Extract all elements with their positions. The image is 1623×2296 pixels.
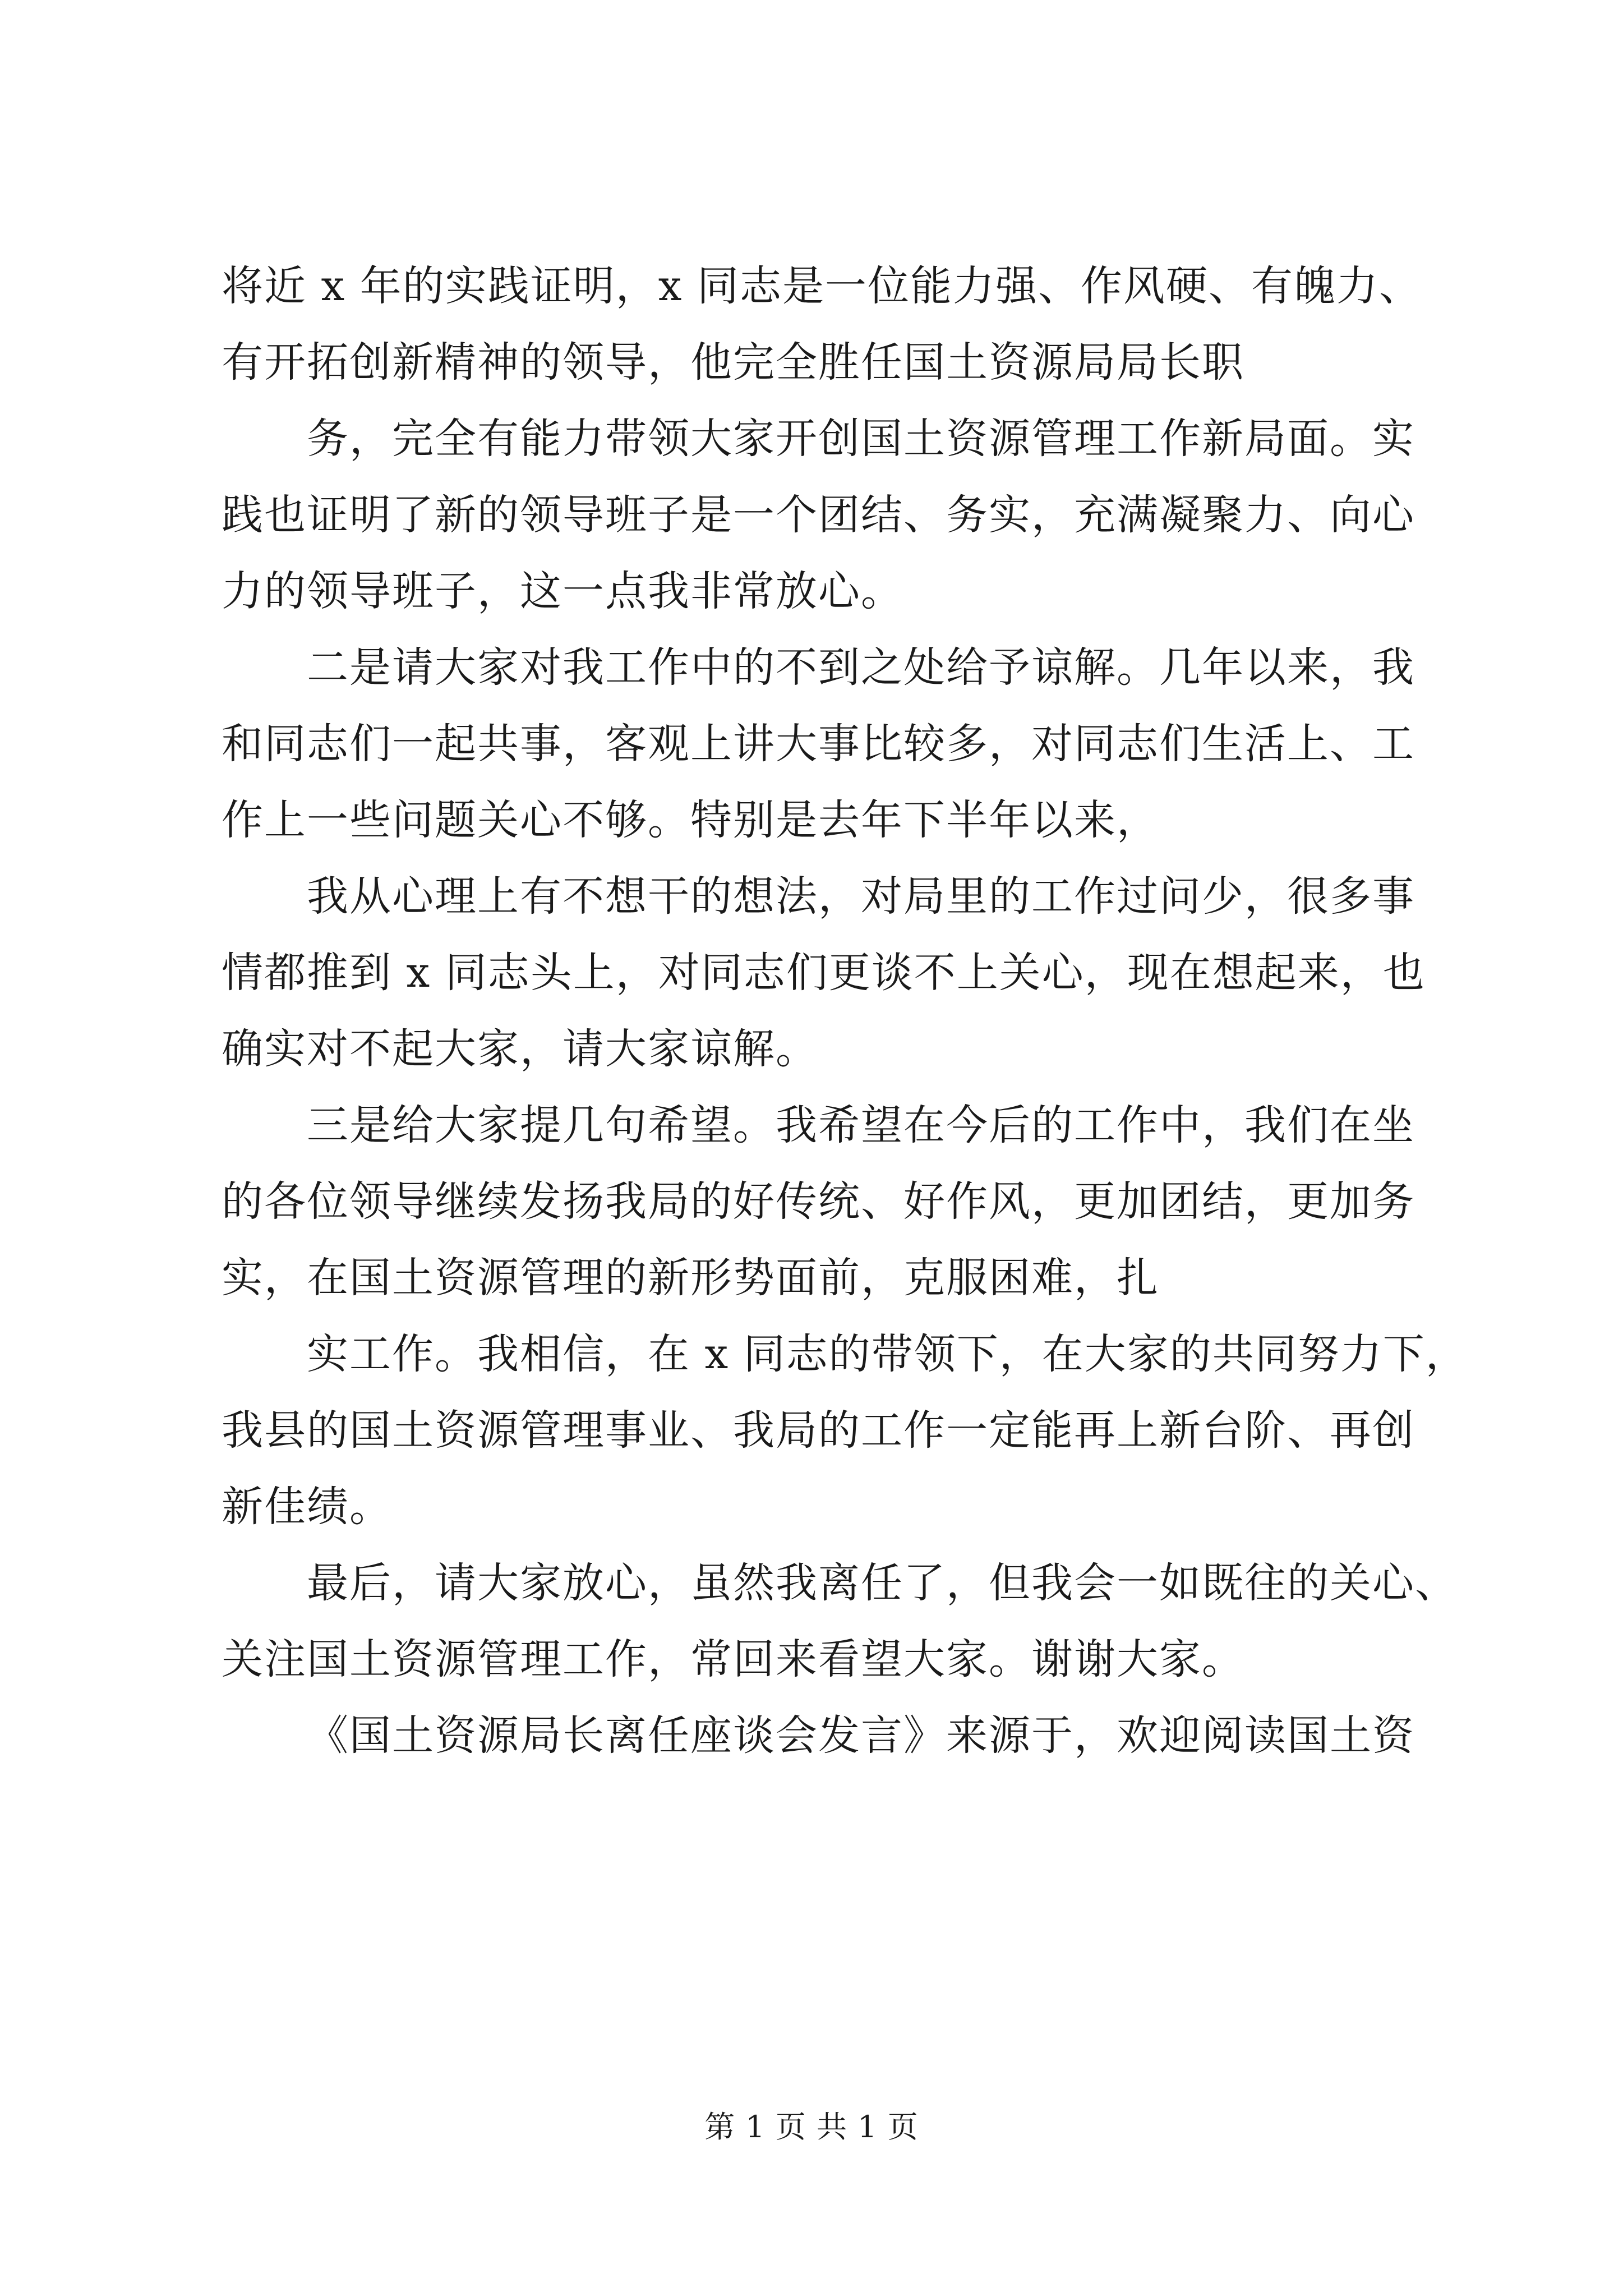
text-line: 将近 x 年的实践证明，x 同志是一位能力强、作风硬、有魄力、 bbox=[222, 262, 1422, 310]
document-body bbox=[222, 262, 1468, 1789]
text-line: 作上一些问题关心不够。特别是去年下半年以来， bbox=[222, 796, 1159, 844]
text-line: 《国土资源局长离任座谈会发言》来源于，欢迎阅读国土资 bbox=[307, 1711, 1415, 1760]
page-footer: 第 1 页 共 1 页 bbox=[704, 2109, 919, 2145]
text-line: 实，在国土资源管理的新形势面前，克服困难，扎 bbox=[222, 1254, 1159, 1302]
text-line: 力的领导班子，这一点我非常放心。 bbox=[222, 567, 903, 615]
text-line: 实工作。我相信，在 x 同志的带领下，在大家的共同努力下， bbox=[307, 1330, 1468, 1378]
text-line: 最后，请大家放心，虽然我离任了，但我会一如既往的关心、 bbox=[307, 1559, 1458, 1607]
text-line: 情都推到 x 同志头上，对同志们更谈不上关心，现在想起来，也 bbox=[222, 949, 1426, 997]
text-line: 的各位领导继续发扬我局的好传统、好作风，更加团结，更加务 bbox=[222, 1177, 1415, 1226]
text-line: 确实对不起大家，请大家谅解。 bbox=[222, 1025, 818, 1073]
text-line: 践也证明了新的领导班子是一个团结、务实，充满凝聚力、向心 bbox=[222, 491, 1415, 539]
text-line: 我县的国土资源管理事业、我局的工作一定能再上新台阶、再创 bbox=[222, 1406, 1415, 1455]
text-line: 三是给大家提几句希望。我希望在今后的工作中，我们在坐 bbox=[307, 1101, 1415, 1149]
text-line: 有开拓创新精神的领导，他完全胜任国土资源局局长职 bbox=[222, 338, 1244, 386]
text-line: 我从心理上有不想干的想法，对局里的工作过问少，很多事 bbox=[307, 872, 1415, 921]
text-line: 关注国土资源管理工作，常回来看望大家。谢谢大家。 bbox=[222, 1635, 1244, 1683]
text-line: 务，完全有能力带领大家开创国土资源管理工作新局面。实 bbox=[307, 415, 1415, 463]
text-line: 新佳绩。 bbox=[222, 1483, 392, 1531]
text-line: 二是请大家对我工作中的不到之处给予谅解。几年以来，我 bbox=[307, 643, 1415, 692]
text-line: 和同志们一起共事，客观上讲大事比较多，对同志们生活上、工 bbox=[222, 720, 1415, 768]
